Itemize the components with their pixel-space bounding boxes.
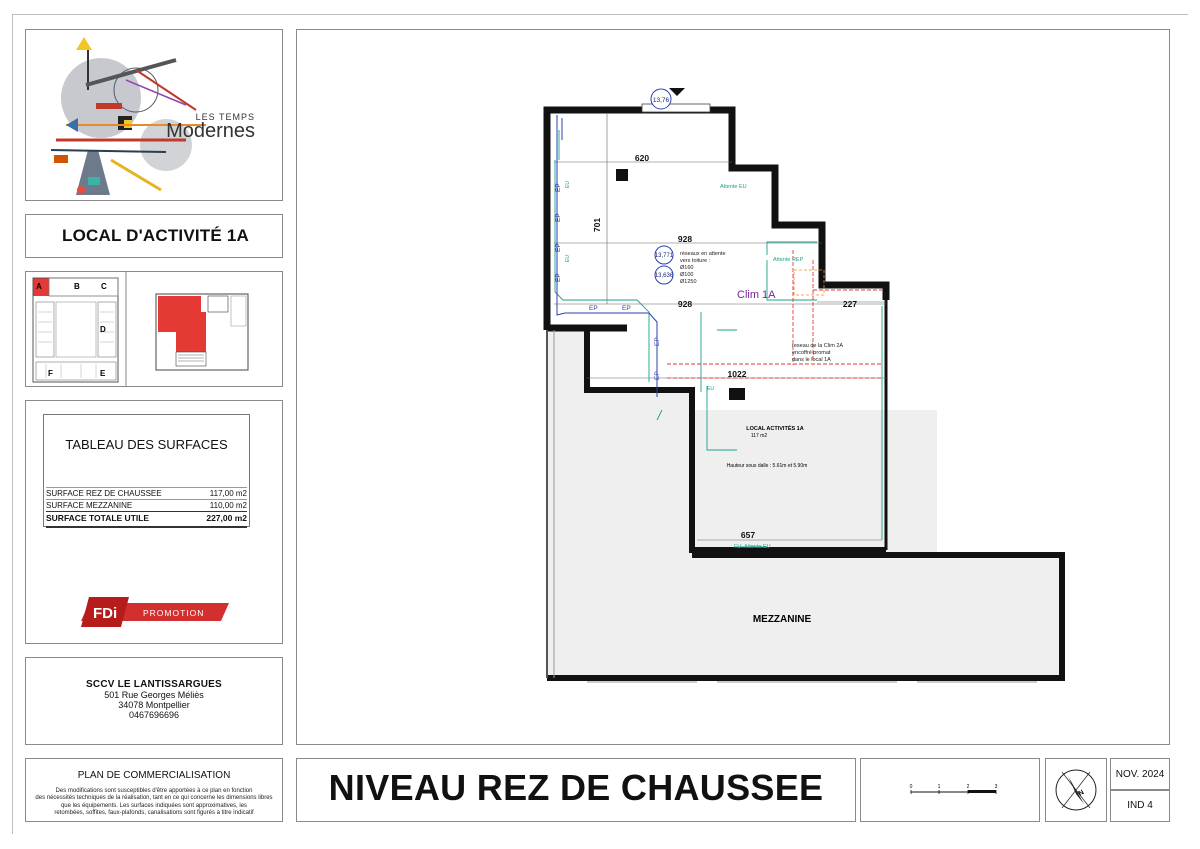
scale-tick: 0 — [909, 784, 913, 790]
annotation-line: vers toiture : — [680, 258, 711, 264]
company-panel — [25, 657, 283, 745]
room-area: 117 m2 — [750, 433, 768, 439]
clim-2a-annotation — [792, 343, 843, 363]
compass-label: N — [1077, 789, 1086, 798]
mezzanine-label: MEZZANINE — [752, 614, 812, 625]
ep-label: EP — [555, 183, 562, 192]
sheet-top-border — [12, 14, 1188, 15]
table-row-total — [46, 511, 247, 528]
annotation-line: Ø1250 — [680, 279, 697, 285]
surface-value: 117,00 m2 — [209, 489, 247, 498]
disclaimer-line: Des modifications sont susceptibles d'être apportées à ce plan en fonction — [55, 788, 253, 794]
reseaux-annotation — [680, 251, 726, 285]
keyplan-label-d: D — [100, 325, 106, 334]
floor-plan-panel — [296, 29, 1170, 745]
logo-panel — [25, 29, 283, 201]
plan-com-disclaimer — [32, 788, 276, 818]
company-phone: 0467696696 — [128, 710, 180, 720]
level-marker — [655, 246, 674, 264]
logo-line1: LES TEMPS — [195, 112, 255, 122]
surface-label: SURFACE MEZZANINE — [46, 501, 133, 510]
compass-north-icon — [1046, 759, 1106, 821]
keyplan-label-f: F — [48, 369, 53, 378]
local-title-panel — [25, 214, 283, 258]
dim-1022: 1022 — [727, 369, 747, 379]
annotation-line: réseaux en attente — [680, 251, 726, 257]
index-panel — [1110, 790, 1170, 822]
level-marker — [651, 89, 671, 109]
ep-label: EP — [654, 337, 661, 346]
plan-com-title: PLAN DE COMMERCIALISATION — [77, 770, 231, 781]
level-marker-label: 13,76 — [652, 97, 670, 104]
surfaces-title: TABLEAU DES SURFACES — [65, 437, 228, 452]
company-address-1: 501 Rue Georges Méliès — [104, 690, 204, 700]
floor-plan-drawing — [297, 30, 1169, 744]
scale-tick: 3 — [994, 784, 998, 790]
compass-panel — [1045, 758, 1107, 822]
eu-label: EU — [565, 255, 571, 262]
disclaimer-line: retombées, soffites, faux-plafonds, canalisations sont figurés à titre indicatif — [54, 810, 254, 817]
surface-label: SURFACE REZ DE CHAUSSEE — [46, 489, 162, 498]
company-name: SCCV LE LANTISSARGUES — [86, 679, 222, 690]
keyplan-label-c: C — [101, 282, 107, 291]
annotation-line: dans le local 1A — [792, 357, 831, 363]
annotation-line: Ø160 — [680, 265, 694, 271]
level-title-panel — [296, 758, 856, 822]
ep-label: EP — [555, 213, 562, 222]
room-name: LOCAL ACTIVITÉS 1A — [746, 426, 804, 432]
dim-620: 620 — [634, 153, 650, 163]
date-label: NOV. 2024 — [1115, 769, 1165, 780]
scale-bar — [861, 759, 1039, 821]
scale-tick: 1 — [937, 784, 941, 790]
level-marker-label: 13,771 — [654, 253, 674, 259]
annotation-line: reseau de la Clim 2A — [792, 343, 844, 349]
index-label: IND 4 — [1127, 800, 1153, 811]
ep-label: EP — [654, 371, 661, 380]
scale-panel — [860, 758, 1040, 822]
date-panel — [1110, 758, 1170, 790]
company-address-2: 34078 Montpellier — [118, 700, 190, 710]
site-keyplan — [26, 272, 282, 386]
fdi-promotion-logo — [81, 597, 231, 627]
attente-eu-label: Attente EU — [720, 184, 747, 190]
clim-1a-label: Clim 1A — [737, 289, 776, 301]
fdi-label: PROMOTION — [143, 608, 205, 618]
room-height: Hauteur sous dalle : 5.61m et 5.90m — [726, 463, 808, 469]
eu-label: EU — [707, 386, 714, 392]
disclaimer-line: des nécessités techniques de la réalisation, tant en ce qui concerne les dimensions libres — [35, 795, 273, 802]
disclaimer-line: que les équipements. Les surfaces indiquées sont approximatives, les — [60, 802, 248, 809]
eu-label: EU — [565, 181, 571, 188]
level-marker — [655, 266, 674, 284]
dim-701: 701 — [592, 217, 602, 233]
dim-227: 227 — [842, 299, 858, 309]
dim-928-b: 928 — [677, 299, 693, 309]
attente-rep-label: Attente REP — [773, 257, 804, 263]
keyplan-label-b: B — [74, 282, 80, 291]
sheet-left-border — [12, 14, 13, 834]
surface-total-label: SURFACE TOTALE UTILE — [46, 513, 150, 523]
scale-tick: 2 — [966, 784, 970, 790]
dim-657: 657 — [740, 530, 756, 540]
surfaces-panel — [25, 400, 283, 644]
plan-commercialisation-panel — [25, 758, 283, 822]
keyplan-label-a: A — [36, 282, 42, 291]
surface-total-value: 227,00 m2 — [206, 513, 247, 523]
level-title: NIVEAU REZ DE CHAUSSEE — [328, 767, 824, 808]
attente-eu-label-2: Attente EU — [744, 544, 771, 550]
keyplan-panel — [25, 271, 283, 387]
annotation-line: encoffré promat — [792, 350, 831, 356]
local-title: LOCAL D'ACTIVITÉ 1A — [62, 226, 249, 245]
surface-value: 110,00 m2 — [209, 501, 247, 510]
surfaces-table — [43, 414, 250, 527]
ep-label: EP — [589, 305, 598, 312]
annotation-line: Ø100 — [680, 272, 694, 278]
fdi-badge: FDi — [93, 605, 118, 622]
ep-label: EP — [555, 243, 562, 252]
eu-label: EU — [734, 544, 741, 550]
ep-label: EP — [555, 273, 562, 282]
dim-928-a: 928 — [677, 234, 693, 244]
level-marker-label: 13,636 — [654, 273, 674, 279]
ep-label: EP — [622, 305, 631, 312]
keyplan-label-e: E — [100, 369, 106, 378]
les-temps-modernes-logo — [26, 30, 282, 200]
logo-line2: Modernes — [166, 120, 255, 142]
